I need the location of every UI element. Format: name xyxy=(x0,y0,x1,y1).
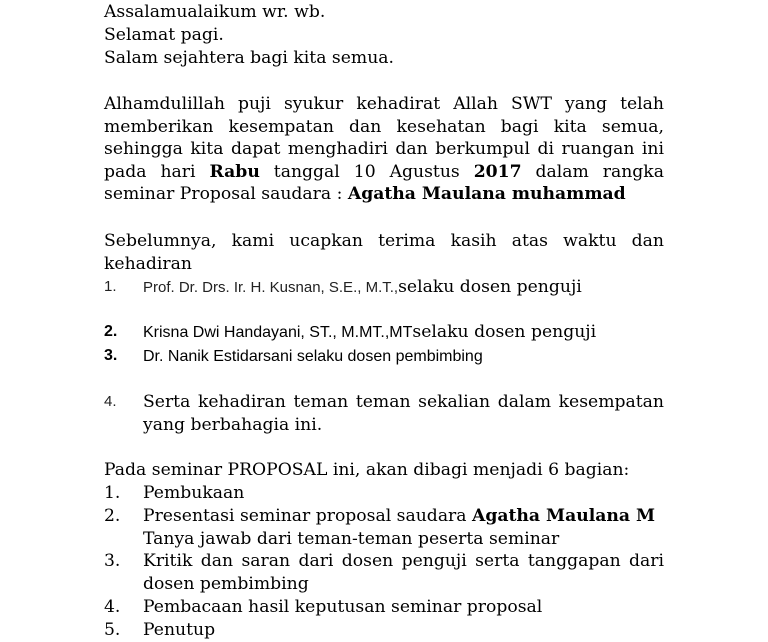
guest-role: selaku dosen penguji xyxy=(398,277,582,297)
guest-number: 2. xyxy=(104,323,118,340)
thanks-paragraph: Sebelumnya, kami ucapkan terima kasih atas waktu dan kehadiran xyxy=(104,231,664,274)
guest-name: Prof. Dr. Drs. Ir. H. Kusnan, S.E., M.T., xyxy=(143,279,399,296)
agenda-text: Pembacaan hasil keputusan seminar proposal xyxy=(143,597,543,617)
guest-name: Krisna Dwi Handayani, ST., M.MT.,MT xyxy=(143,324,413,341)
guest-role: selaku dosen penguji xyxy=(412,322,597,342)
agenda-number: 4. xyxy=(104,597,121,617)
agenda-item-5 xyxy=(104,619,664,642)
agenda-number: 5. xyxy=(104,620,121,640)
agenda-item-2: 2. Presentasi seminar proposal saudara Agatha Maulana M Tanya jawab dari teman-teman peserta seminar xyxy=(104,506,656,549)
guest-name: Dr. Nanik Estidarsani selaku dosen pembimbing xyxy=(143,348,483,365)
guest-item-3 xyxy=(104,345,664,369)
greeting-line-3: Salam sejahtera bagi kita semua. xyxy=(104,48,394,68)
agenda-text: Kritik dan saran dari dosen penguji serta tanggapan dari dosen pembimbing xyxy=(143,551,664,594)
greeting-line-1: Assalamualaikum wr. wb. xyxy=(104,2,326,22)
agenda-number: 3. xyxy=(104,551,121,571)
guest-item-2 xyxy=(104,321,664,345)
year: 2017 xyxy=(473,161,522,182)
agenda-intro: Pada seminar PROPOSAL ini, akan dibagi menjadi 6 bagian: xyxy=(104,460,630,480)
agenda-item-3 xyxy=(104,550,664,595)
agenda-text-continued: Tanya jawab dari teman-teman peserta seminar xyxy=(143,528,560,549)
guest-item-1 xyxy=(104,276,664,300)
guest-number: 1. xyxy=(104,278,117,295)
agenda-text: Pembukaan xyxy=(143,483,245,503)
greeting-line-2: Selamat pagi. xyxy=(104,25,224,45)
opening-paragraph: Alhamdulillah puji syukur kehadirat Allah SWT yang telah memberikan kesempatan dan kesehatan bagi kita semua, sehingga kita dapat menghadiri dan berkumpul di ruangan ini pada hari Rabu tanggal 10 Agustus 2017 dalam rangka seminar Proposal saudara : Agatha Maulana muhammad xyxy=(104,94,664,205)
day-name: Rabu xyxy=(209,161,260,182)
agenda-number: 1. xyxy=(104,483,121,503)
guest-item-4 xyxy=(104,391,664,436)
guest-number: 4. xyxy=(104,393,117,410)
agenda-number: 2. xyxy=(104,506,121,526)
student-name: Agatha Maulana muhammad xyxy=(347,184,626,205)
student-name-short: Agatha Maulana M xyxy=(472,506,656,526)
agenda-item-4 xyxy=(104,596,664,619)
guest-number: 3. xyxy=(104,347,118,364)
agenda-text: Penutup xyxy=(143,620,216,640)
guest-text: Serta kehadiran teman teman sekalian dalam kesempatan yang berbahagia ini. xyxy=(143,392,664,435)
agenda-item-1 xyxy=(104,482,664,505)
